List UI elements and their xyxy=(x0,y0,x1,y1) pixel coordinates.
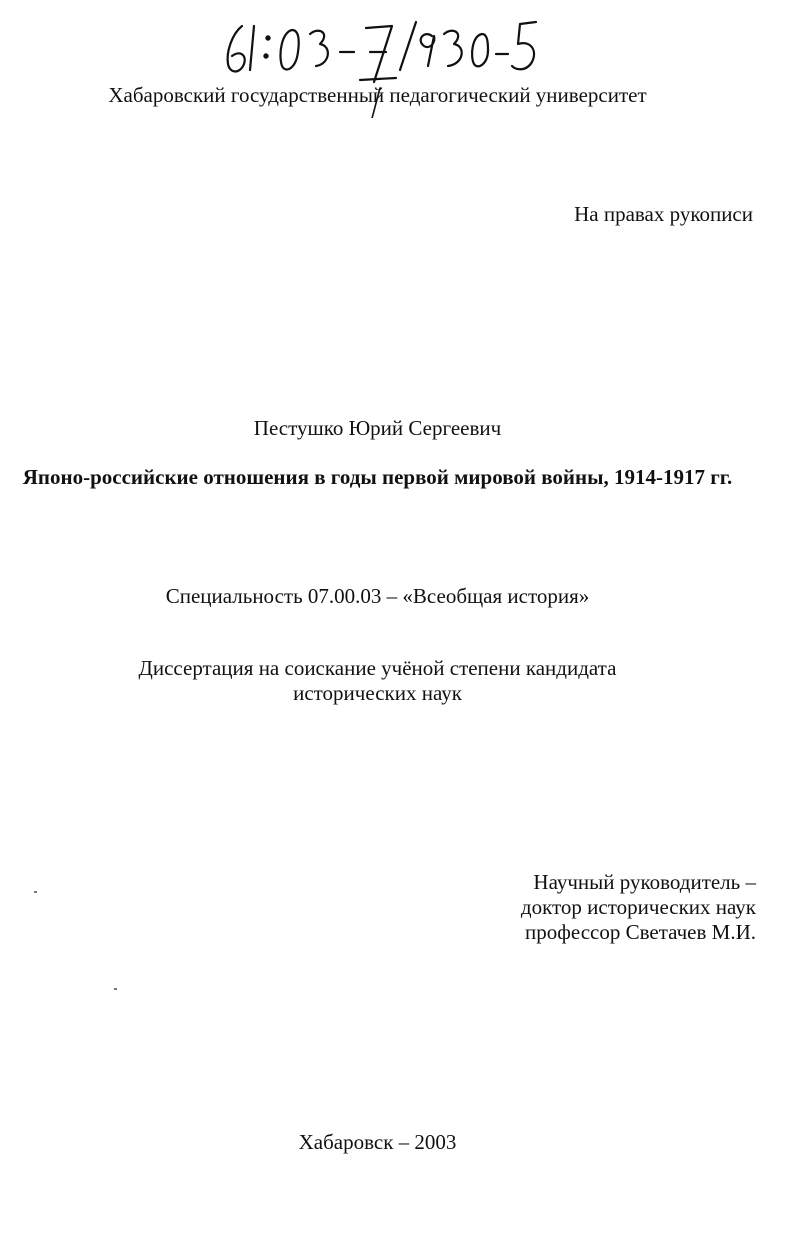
handwritten-digit-5 xyxy=(512,22,536,69)
supervisor-degree: доктор исторических наук xyxy=(520,895,756,919)
thesis-title: Японо-российские отношения в годы первой мировой войны, 1914-1917 гг. xyxy=(22,465,733,489)
scan-speck xyxy=(34,891,37,893)
handwritten-colon-top xyxy=(266,36,269,39)
handwritten-underline-stroke xyxy=(360,78,396,80)
handwritten-digit-3b xyxy=(444,31,462,66)
supervisor-block xyxy=(521,870,756,945)
handwritten-slash xyxy=(400,22,416,70)
scan-speck xyxy=(114,988,117,990)
degree-line-1: Диссертация на соискание учёной степени кандидата xyxy=(138,656,617,680)
handwritten-digit-6 xyxy=(228,26,245,72)
handwritten-digit-7 xyxy=(366,26,392,82)
degree-line-2: исторических наук xyxy=(293,681,462,705)
university-name: Хабаровский государственный педагогический университет xyxy=(108,83,647,107)
supervisor-role: Научный руководитель – xyxy=(533,870,756,894)
handwritten-digit-3 xyxy=(310,31,328,66)
handwritten-colon-bottom xyxy=(264,54,267,57)
handwritten-digit-0b xyxy=(472,34,488,66)
degree-statement xyxy=(0,656,755,706)
rights-notice: На правах рукописи xyxy=(574,202,753,226)
handwritten-digit-9 xyxy=(421,34,435,66)
author-name: Пестушко Юрий Сергеевич xyxy=(253,416,502,440)
handwritten-digit-0 xyxy=(280,30,298,70)
handwritten-digit-1 xyxy=(250,26,254,70)
city-year: Хабаровск – 2003 xyxy=(298,1130,457,1154)
specialty: Специальность 07.00.03 – «Всеобщая история» xyxy=(165,584,590,608)
supervisor-name: профессор Светачев М.И. xyxy=(525,920,756,944)
